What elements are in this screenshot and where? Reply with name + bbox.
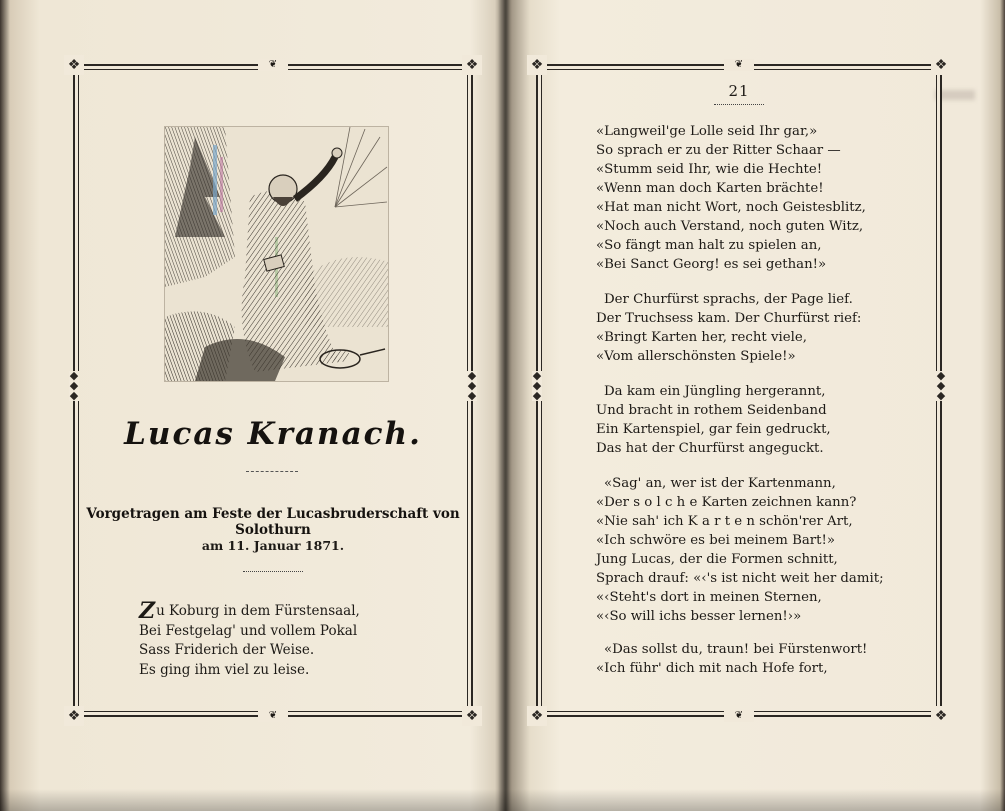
stanza-line: «So fängt man halt zu spielen an, bbox=[596, 238, 822, 253]
stanza-line-text: u Koburg in dem Fürstensaal, bbox=[156, 603, 360, 619]
stanza-line: Da kam ein Jüngling hergerannt, bbox=[604, 384, 826, 399]
bottom-ornament-icon: ❦ bbox=[258, 710, 288, 722]
page-edge-shadow bbox=[0, 789, 1005, 811]
stanza-line: Bei Festgelag' und vollem Pokal bbox=[139, 622, 358, 639]
stanza-line: «Ich schwöre es bei meinem Bart!» bbox=[596, 533, 835, 548]
side-ornament-icon: ◆ ◆ ◆ bbox=[467, 369, 477, 402]
stanza-line: «Vom allerschönsten Spiele!» bbox=[596, 349, 796, 364]
right-page-frame bbox=[530, 57, 948, 724]
title-divider bbox=[246, 471, 298, 472]
page-number-divider bbox=[714, 104, 764, 105]
stanza-line: «Nie sah' ich K a r t e n schön'rer Art, bbox=[596, 514, 853, 529]
side-ornament-icon: ◆ ◆ ◆ bbox=[936, 369, 946, 402]
stanza-line: Das hat der Churfürst angeguckt. bbox=[596, 441, 824, 456]
corner-ornament-icon: ❖ bbox=[931, 55, 951, 75]
stanza-5 bbox=[596, 640, 867, 678]
stanza-3 bbox=[596, 382, 831, 458]
corner-ornament-icon: ❖ bbox=[527, 55, 547, 75]
stanza-line: «Wenn man doch Karten brächte! bbox=[596, 181, 824, 196]
page-number: 21 bbox=[728, 82, 750, 100]
stanza-line: So sprach er zu der Ritter Schaar — bbox=[596, 143, 841, 158]
book-spine bbox=[498, 0, 512, 811]
stanza-line: Und bracht in rothem Seidenband bbox=[596, 403, 827, 418]
saint-luke-engraving-icon bbox=[165, 127, 388, 381]
stanza-line: «Das sollst du, traun! bei Fürstenwort! bbox=[604, 642, 868, 657]
engraving-illustration bbox=[164, 126, 389, 382]
stanza-line: Jung Lucas, der die Formen schnitt, bbox=[596, 552, 838, 567]
stanza-4 bbox=[596, 474, 884, 626]
side-ornament-icon: ◆ ◆ ◆ bbox=[532, 369, 542, 402]
left-page-frame bbox=[67, 57, 479, 724]
stanza-line: Der Truchsess kam. Der Churfürst rief: bbox=[596, 311, 862, 326]
corner-ornament-icon: ❖ bbox=[64, 55, 84, 75]
stanza-line: «Noch auch Verstand, noch guten Witz, bbox=[596, 219, 864, 234]
stanza-line: «Stumm seid Ihr, wie die Hechte! bbox=[596, 162, 823, 177]
stanza-line: «Der s o l c h e Karten zeichnen kann? bbox=[596, 495, 857, 510]
stanza-line: Sprach drauf: «‹'s ist nicht weit her damit; bbox=[596, 571, 884, 586]
drop-cap: Z bbox=[139, 598, 156, 624]
top-ornament-icon: ❦ bbox=[724, 59, 754, 71]
corner-ornament-icon: ❖ bbox=[64, 706, 84, 726]
date-divider bbox=[243, 571, 303, 572]
stanza-line: «‹Steht's dort in meinen Sternen, bbox=[596, 590, 822, 605]
poem-date: am 11. Januar 1871. bbox=[201, 538, 345, 553]
top-ornament-icon: ❦ bbox=[258, 59, 288, 71]
stanza-line: Es ging ihm viel zu leise. bbox=[139, 661, 310, 678]
corner-ornament-icon: ❖ bbox=[462, 706, 482, 726]
stanza-line: «Sag' an, wer ist der Kartenmann, bbox=[604, 476, 836, 491]
left-stanza bbox=[139, 598, 360, 680]
stanza-line: «‹So will ichs besser lernen!›» bbox=[596, 609, 802, 624]
stanza-line: «Ich führ' dich mit nach Hofe fort, bbox=[596, 661, 828, 676]
stanza-line: «Bringt Karten her, recht viele, bbox=[596, 330, 807, 345]
stanza-line: Ein Kartenspiel, gar fein gedruckt, bbox=[596, 422, 831, 437]
bottom-ornament-icon: ❦ bbox=[724, 710, 754, 722]
stanza-1 bbox=[596, 122, 866, 274]
stanza-line: «Hat man nicht Wort, noch Geistesblitz, bbox=[596, 200, 866, 215]
poem-title: Lucas Kranach. bbox=[124, 416, 422, 452]
corner-ornament-icon: ❖ bbox=[462, 55, 482, 75]
side-ornament-icon: ◆ ◆ ◆ bbox=[69, 369, 79, 402]
corner-ornament-icon: ❖ bbox=[931, 706, 951, 726]
corner-ornament-icon: ❖ bbox=[527, 706, 547, 726]
poem-subtitle: Vorgetragen am Feste der Lucasbruderschaft von Solothurn bbox=[86, 506, 460, 538]
stanza-line: Der Churfürst sprachs, der Page lief. bbox=[604, 292, 853, 307]
stanza-line: Sass Friderich der Weise. bbox=[139, 642, 315, 658]
stanza-line: «Bei Sanct Georg! es sei gethan!» bbox=[596, 257, 827, 272]
stanza-line: «Langweil'ge Lolle seid Ihr gar,» bbox=[596, 124, 818, 139]
stanza-line bbox=[139, 598, 360, 624]
stanza-2 bbox=[596, 290, 861, 366]
